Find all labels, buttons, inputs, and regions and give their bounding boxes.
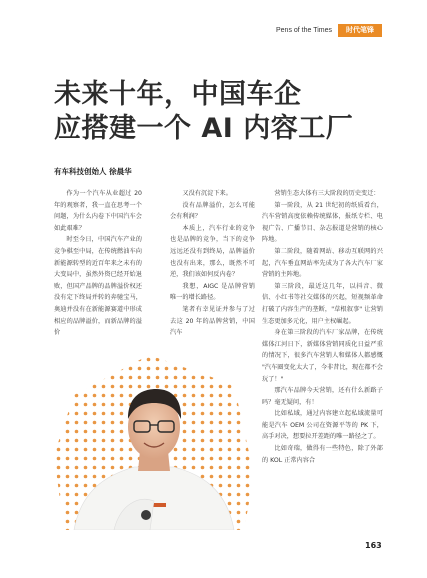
- page-header: [0, 0, 427, 40]
- text-column-1: [54, 188, 142, 339]
- paragraph: 笔者有幸见证并参与了过去这 20 年的品牌营销，中国汽车: [170, 305, 255, 337]
- paragraph: 营销生态大体有三大阶段的历史变迁：: [274, 190, 380, 197]
- paragraph: 我想，AIGC 是品牌营销唯一的增长路径。: [170, 282, 255, 302]
- paragraph: 第三阶段，最近这几年，以抖音、微信、小红书等社交媒体的兴起，短视频革命打破了内容生产的垄断，"草根叙事" 让营销生态更加多元化，用户主权崛起。: [262, 282, 383, 325]
- paragraph: 身在第三阶段的汽车厂家品牌，在传统媒体江河日下，新媒体营销同质化日益严重的情况下，很多汽车营销人和媒体人都感慨 "汽车圈变化太大了，今非昔比，现在都不会玩了！": [262, 329, 383, 383]
- watch: [141, 510, 151, 520]
- paragraph: 时至今日，中国汽车产业的竞争棋至中局，在传统燃油车向新能源转型的近百年来之未有的大变局中，虽然外资已经开始退败，但国产品牌的品牌溢价权还没有定下终局并转的奔驰宝马，奥迪并没有在新能源赛道中形成相应的品牌溢价，而新品牌的溢价: [54, 236, 142, 337]
- paragraph: 第二阶段，随着网站、移动互联网的兴起，汽车垂直网站率先成为了各大汽车厂家营销的主阵地。: [262, 247, 383, 279]
- paragraph: 比如私域，通过内容建立起私域流量可能是汽车 OEM 公司在资源平等的 PK 下，高手对决，想要拉开差距的唯一路径之了。: [262, 410, 383, 441]
- article-title-line-1: 未来十年，中国车企: [54, 79, 302, 110]
- paragraph: 没有品牌溢价，怎么可能会有利润？: [170, 201, 255, 221]
- paragraph: 比如奇瑞，做得有一些特色，除了外部的 KOL 正常内容合: [262, 445, 383, 464]
- text-column-3: [262, 188, 383, 466]
- text-column-2: [170, 188, 255, 339]
- paragraph: 那汽车品牌今天营销，还有什么新路子吗？毫无疑问，有！: [262, 387, 383, 406]
- article-title-line-2: 应搭建一个 AI 内容工厂: [54, 113, 354, 144]
- section-name: Pens of the Times: [276, 27, 333, 34]
- paragraph: 第一阶段，从 21 世纪初的纸质看台，汽车营销高度依赖传统媒体，报纸专栏、电视广告、广播节目、杂志报道是营销的核心阵地。: [262, 201, 383, 244]
- page-number: 163: [365, 541, 382, 550]
- paragraph: 作为一个汽车从业超过 20 年的观察者，我一直在思考一个问题，为什么内卷下中国汽车会如此艰难？: [54, 190, 142, 232]
- paragraph: 又没有沉淀下来。: [182, 190, 232, 197]
- article-author: 有车科技创始人 徐晨华: [54, 167, 132, 176]
- paragraph: 本质上，汽车行业的竞争也是品牌的竞争，当下的竞争远远还没有到终局，品牌溢价也没有出来，那么，既然不可逆，我们该如何反内卷？: [170, 224, 255, 279]
- author-portrait: [54, 355, 254, 530]
- portrait-illustration: [54, 355, 254, 530]
- section-badge: 时代笔锋: [338, 24, 382, 37]
